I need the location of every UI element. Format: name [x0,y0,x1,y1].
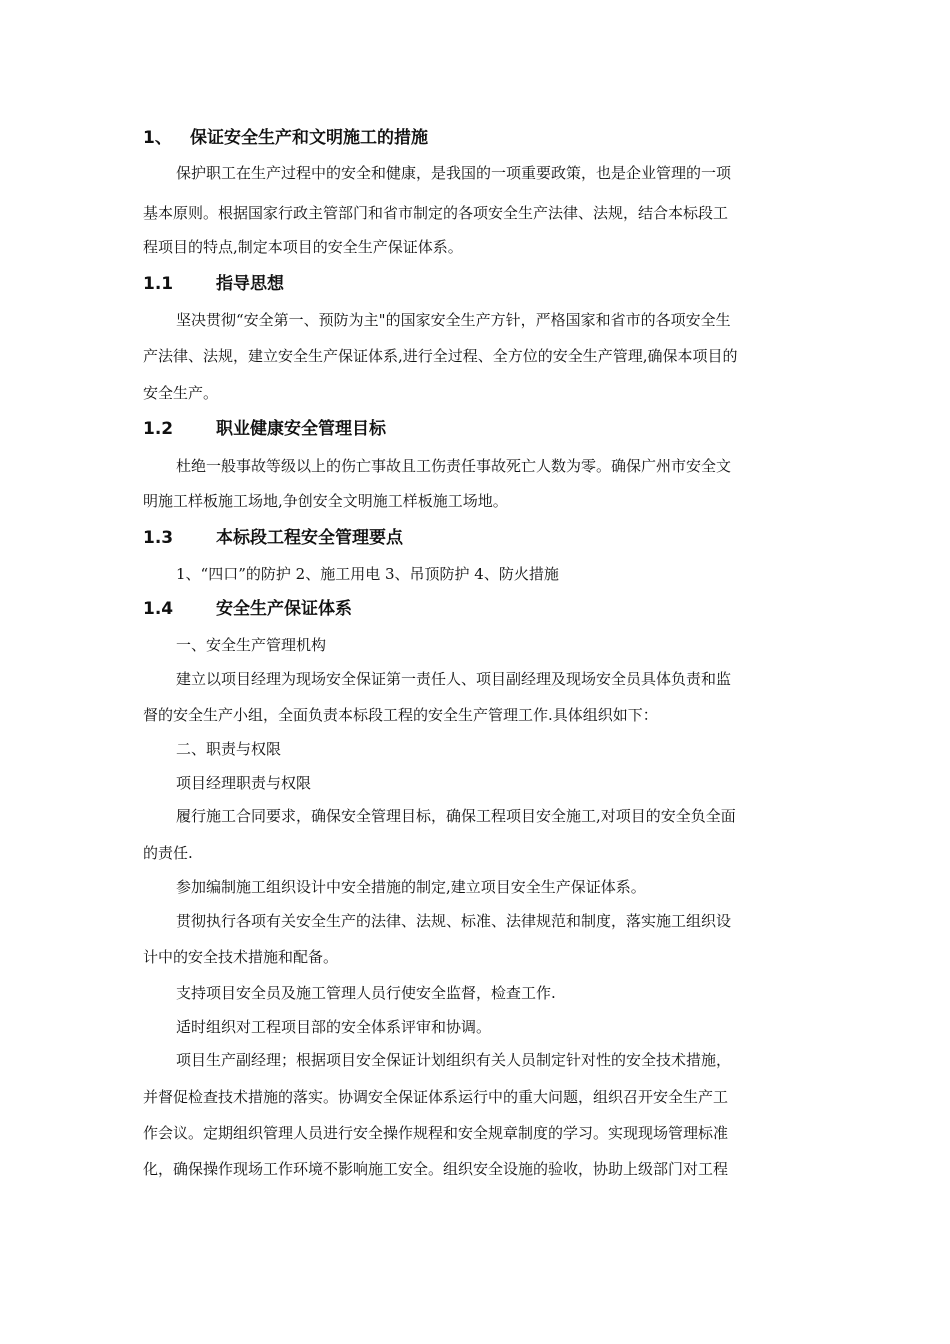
paragraph-line: 保护职工在生产过程中的安全和健康，是我国的一项重要政策，也是企业管理的一项 [176,164,732,182]
section-heading-1 [143,127,428,149]
paragraph-line: 安全生产。 [143,384,219,402]
heading-number: 1.3 [143,528,174,548]
paragraph-line: 参加编制施工组织设计中安全措施的制定,建立项目安全生产保证体系。 [176,878,646,896]
paragraph-line: 基本原则。根据国家行政主管部门和省市制定的各项安全生产法律、法规，结合本标段工 [143,204,729,222]
paragraph-line: 贯彻执行各项有关安全生产的法律、法规、标准、法律规范和制度，落实施工组织设 [176,912,732,930]
paragraph-line: 一、安全生产管理机构 [176,636,327,654]
heading-title: 指导思想 [216,274,284,294]
paragraph-line: 程项目的特点,制定本项目的安全生产保证体系。 [143,238,463,256]
paragraph-line: 的责任. [143,844,193,862]
paragraph-line: 二、职责与权限 [176,740,282,758]
heading-title: 保证安全生产和文明施工的措施 [190,128,428,148]
paragraph-line: 1、“四口”的防护 2、施工用电 3、吊顶防护 4、防火措施 [176,565,559,583]
paragraph-line: 项目生产副经理；根据项目安全保证计划组织有关人员制定针对性的安全技术措施， [176,1051,732,1069]
section-heading-1-4 [143,598,352,620]
heading-number: 1、 [143,128,172,148]
paragraph-line: 化，确保操作现场工作环境不影响施工安全。组织安全设施的验收，协助上级部门对工程 [143,1160,729,1178]
heading-number: 1.2 [143,419,174,439]
heading-number: 1.4 [143,599,174,619]
paragraph-line: 履行施工合同要求，确保安全管理目标，确保工程项目安全施工,对项目的安全负全面 [176,807,736,825]
paragraph-line: 产法律、法规，建立安全生产保证体系,进行全过程、全方位的安全生产管理,确保本项目的 [143,347,738,365]
paragraph-line: 适时组织对工程项目部的安全体系评审和协调。 [176,1018,492,1036]
paragraph-line: 督的安全生产小组，全面负责本标段工程的安全生产管理工作.具体组织如下： [143,706,658,724]
section-heading-1-3 [143,527,403,549]
paragraph-line: 计中的安全技术措施和配备。 [143,948,339,966]
paragraph-line: 坚决贯彻“安全第一、预防为主"的国家安全生产方针，严格国家和省市的各项安全生 [176,311,731,329]
heading-number: 1.1 [143,274,174,294]
paragraph-line: 建立以项目经理为现场安全保证第一责任人、项目副经理及现场安全员具体负责和监 [176,670,732,688]
section-heading-1-2 [143,418,386,440]
section-heading-1-1 [143,273,284,295]
paragraph-line: 杜绝一般事故等级以上的伤亡事故且工伤责任事故死亡人数为零。确保广州市安全文 [176,457,732,475]
heading-title: 职业健康安全管理目标 [216,419,386,439]
heading-title: 本标段工程安全管理要点 [216,528,403,548]
paragraph-line: 并督促检查技术措施的落实。协调安全保证体系运行中的重大问题，组织召开安全生产工 [143,1088,729,1106]
paragraph-line: 作会议。定期组织管理人员进行安全操作规程和安全规章制度的学习。实现现场管理标准 [143,1124,729,1142]
paragraph-line: 支持项目安全员及施工管理人员行使安全监督，检查工作. [176,984,556,1002]
paragraph-line: 明施工样板施工场地,争创安全文明施工样板施工场地。 [143,492,508,510]
paragraph-line: 项目经理职责与权限 [176,774,312,792]
heading-title: 安全生产保证体系 [216,599,352,619]
